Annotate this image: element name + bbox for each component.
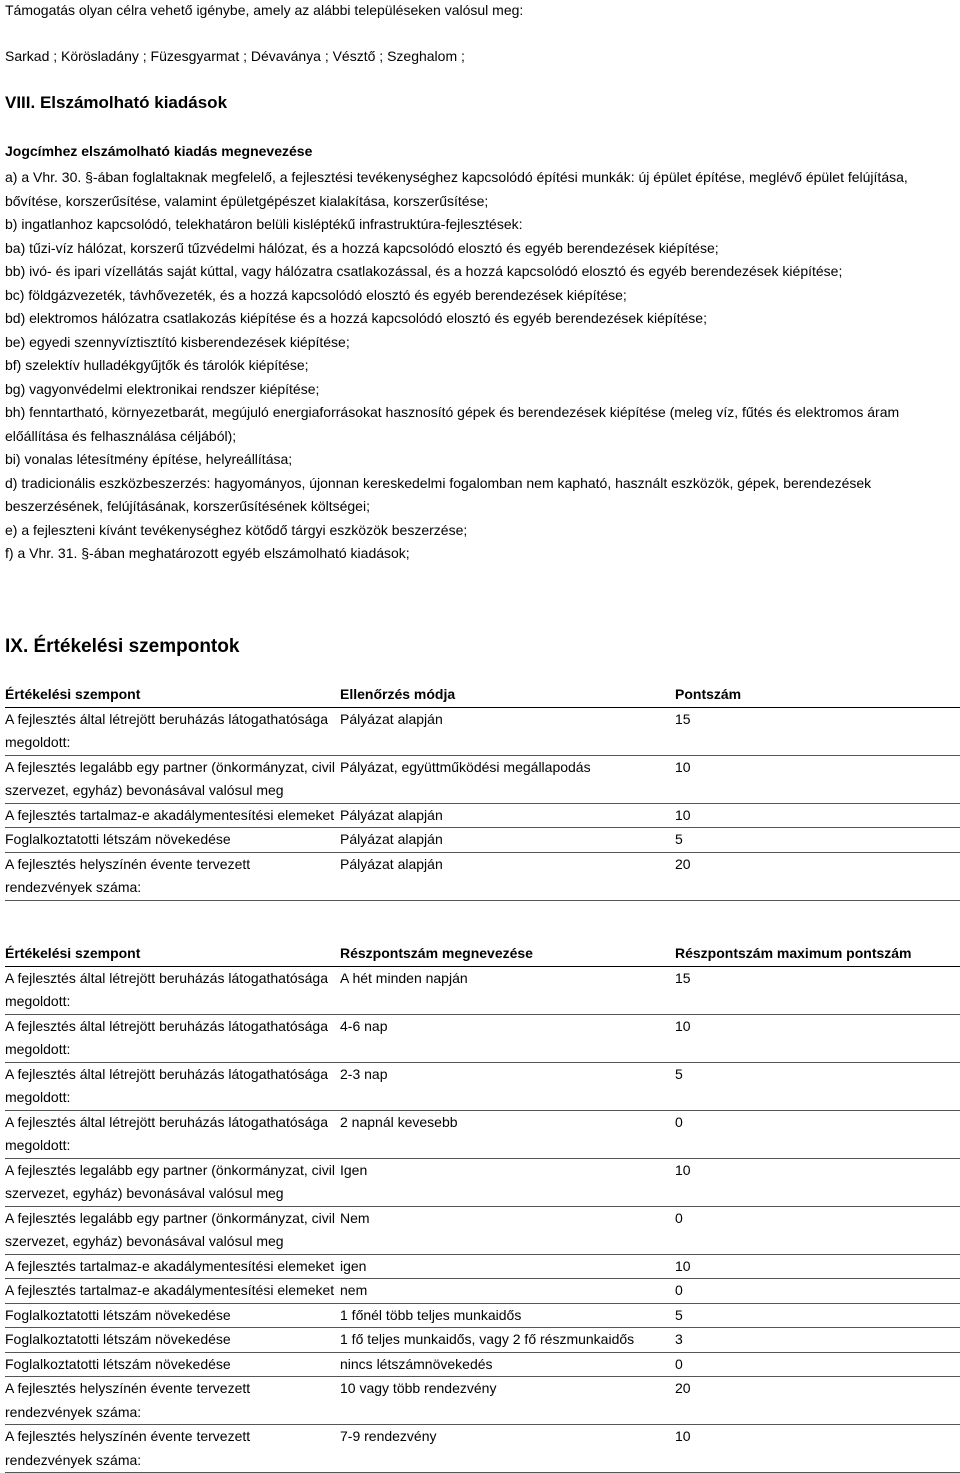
table-cell: 10 xyxy=(675,1425,960,1473)
column-header: Ellenőrzés módja xyxy=(340,683,675,707)
table-cell: Nem xyxy=(340,1206,675,1254)
table-row xyxy=(5,1254,960,1279)
section-8-subtitle: Jogcímhez elszámolható kiadás megnevezése xyxy=(5,143,313,159)
table-cell: Pályázat, együttműködési megállapodás xyxy=(340,755,675,803)
table-cell: Pályázat alapján xyxy=(340,852,675,900)
table-cell: 10 xyxy=(675,1158,960,1206)
table-row xyxy=(5,1110,960,1158)
table-cell: 10 xyxy=(675,1254,960,1279)
table-cell: 10 xyxy=(675,1014,960,1062)
table-cell: A fejlesztés által létrejött beruházás látogathatósága megoldott: xyxy=(5,1014,340,1062)
table-cell: 7-9 rendezvény xyxy=(340,1425,675,1473)
table-cell: A fejlesztés helyszínén évente tervezett rendezvények száma: xyxy=(5,1377,340,1425)
column-header: Értékelési szempont xyxy=(5,683,340,707)
table-row xyxy=(5,1303,960,1328)
table-cell: 0 xyxy=(675,1279,960,1304)
expense-item: e) a fejleszteni kívánt tevékenységhez kötődő tárgyi eszközök beszerzése; xyxy=(5,521,468,538)
table-row xyxy=(5,828,960,853)
table-cell: 5 xyxy=(675,1062,960,1110)
expense-list xyxy=(5,166,955,566)
table-header-row xyxy=(5,942,960,966)
table-row xyxy=(5,707,960,755)
column-header: Pontszám xyxy=(675,683,960,707)
table-row xyxy=(5,852,960,900)
table-cell: Pályázat alapján xyxy=(340,803,675,828)
table-cell: A fejlesztés által létrejött beruházás látogathatósága megoldott: xyxy=(5,966,340,1014)
table-row xyxy=(5,803,960,828)
settlements-line: Sarkad ; Körösladány ; Füzesgyarmat ; Dévaványa ; Vésztő ; Szeghalom ; xyxy=(5,48,465,64)
table-cell: 4-6 nap xyxy=(340,1014,675,1062)
expense-item: bi) vonalas létesítmény építése, helyreállítása; xyxy=(5,451,293,467)
expense-item: b) ingatlanhoz kapcsolódó, telekhatáron belüli kisléptékű infrastruktúra-fejlesztések: xyxy=(5,216,523,232)
table-cell: A fejlesztés legalább egy partner (önkormányzat, civil szervezet, egyház) bevonásával valósul meg xyxy=(5,755,340,803)
table-row xyxy=(5,1062,960,1110)
table-cell: A fejlesztés helyszínén évente tervezett rendezvények száma: xyxy=(5,1425,340,1473)
table-row xyxy=(5,1377,960,1425)
expense-item: bh) fenntartható, környezetbarát, megújuló energiaforrásokat hasznosító gépek és berendezések kiépítése (meleg víz, fűtés és elektromos áram előállítása és felhasználása céljából); xyxy=(5,404,900,444)
table-row xyxy=(5,1206,960,1254)
expense-item: be) egyedi szennyvíztisztító kisberendezések kiépítése; xyxy=(5,333,350,350)
table-cell: 15 xyxy=(675,966,960,1014)
table-row xyxy=(5,755,960,803)
column-header: Értékelési szempont xyxy=(5,942,340,966)
table-cell: Foglalkoztatotti létszám növekedése xyxy=(5,1352,340,1377)
table-row xyxy=(5,1328,960,1353)
table-cell: A fejlesztés tartalmaz-e akadálymentesítési elemeket xyxy=(5,803,340,828)
table-cell: 2 napnál kevesebb xyxy=(340,1110,675,1158)
expense-item: ba) tűzi-víz hálózat, korszerű tűzvédelmi hálózat, és a hozzá kapcsolódó elosztó és egyéb berendezések kiépítése; xyxy=(5,239,719,256)
table-cell: nincs létszámnövekedés xyxy=(340,1352,675,1377)
table-cell: 5 xyxy=(675,1303,960,1328)
table-cell: A fejlesztés által létrejött beruházás látogathatósága megoldott: xyxy=(5,707,340,755)
table-cell: 2-3 nap xyxy=(340,1062,675,1110)
expense-item: bf) szelektív hulladékgyűjtők és tárolók kiépítése; xyxy=(5,357,309,373)
expense-item: bd) elektromos hálózatra csatlakozás kiépítése és a hozzá kapcsolódó elosztó és egyéb berendezések kiépítése; xyxy=(5,310,707,326)
table-cell: 1 főnél több teljes munkaidős xyxy=(340,1303,675,1328)
table-cell: 10 xyxy=(675,803,960,828)
section-9-title: IX. Értékelési szempontok xyxy=(5,636,240,657)
column-header: Részpontszám megnevezése xyxy=(340,942,675,966)
expense-item: bg) vagyonvédelmi elektronikai rendszer kiépítése; xyxy=(5,380,320,397)
table-cell: A hét minden napján xyxy=(340,966,675,1014)
expense-item: a) a Vhr. 30. §-ában foglaltaknak megfelelő, a fejlesztési tevékenységhez kapcsolódó építési munkák: új épület építése, meglévő épület felújítása, bővítése, korszerűsítése, valamint épületgépészet kialakítása, korszerűsítése; xyxy=(5,169,908,209)
table-row xyxy=(5,1279,960,1304)
table-cell: 5 xyxy=(675,828,960,853)
table-cell: Foglalkoztatotti létszám növekedése xyxy=(5,1303,340,1328)
table-cell: 3 xyxy=(675,1328,960,1353)
table-cell: 20 xyxy=(675,1377,960,1425)
section-8-title: VIII. Elszámolható kiadások xyxy=(5,93,228,112)
table-cell: Foglalkoztatotti létszám növekedése xyxy=(5,1328,340,1353)
table-header-row xyxy=(5,683,960,707)
expense-item: bb) ivó- és ipari vízellátás saját kúttal, vagy hálózatra csatlakozással, és a hozzá kapcsolódó elosztó és egyéb berendezések kiépítése; xyxy=(5,263,843,279)
table-cell: A fejlesztés legalább egy partner (önkormányzat, civil szervezet, egyház) bevonásával valósul meg xyxy=(5,1158,340,1206)
table-cell: Pályázat alapján xyxy=(340,707,675,755)
table-cell: A fejlesztés helyszínén évente tervezett rendezvények száma: xyxy=(5,852,340,900)
table-cell: nem xyxy=(340,1279,675,1304)
table-cell: 0 xyxy=(675,1110,960,1158)
table-cell: 1 fő teljes munkaidős, vagy 2 fő részmunkaidős xyxy=(340,1328,675,1353)
table-row xyxy=(5,1425,960,1473)
expense-item: bc) földgázvezeték, távhővezeték, és a hozzá kapcsolódó elosztó és egyéb berendezések kiépítése; xyxy=(5,286,627,303)
evaluation-table xyxy=(5,683,960,901)
table-row xyxy=(5,966,960,1014)
table-cell: A fejlesztés által létrejött beruházás látogathatósága megoldott: xyxy=(5,1110,340,1158)
subscore-table xyxy=(5,942,960,1473)
table-cell: 10 xyxy=(675,755,960,803)
table-row xyxy=(5,1014,960,1062)
table-cell: Pályázat alapján xyxy=(340,828,675,853)
table-cell: 0 xyxy=(675,1352,960,1377)
table-cell: A fejlesztés tartalmaz-e akadálymentesítési elemeket xyxy=(5,1254,340,1279)
table-cell: A fejlesztés legalább egy partner (önkormányzat, civil szervezet, egyház) bevonásával valósul meg xyxy=(5,1206,340,1254)
table-row xyxy=(5,1352,960,1377)
expense-item: d) tradicionális eszközbeszerzés: hagyományos, újonnan kereskedelmi fogalomban nem kapható, használt eszközök, gépek, berendezések beszerzésének, felújításának, korszerűsítésének költségei; xyxy=(5,474,872,514)
table-row xyxy=(5,1158,960,1206)
table-cell: igen xyxy=(340,1254,675,1279)
column-header: Részpontszám maximum pontszám xyxy=(675,942,960,966)
table-cell: Igen xyxy=(340,1158,675,1206)
intro-line: Támogatás olyan célra vehető igénybe, amely az alábbi településeken valósul meg: xyxy=(5,2,524,18)
table-cell: 0 xyxy=(675,1206,960,1254)
table-cell: A fejlesztés által létrejött beruházás látogathatósága megoldott: xyxy=(5,1062,340,1110)
table-cell: Foglalkoztatotti létszám növekedése xyxy=(5,828,340,853)
expense-item: f) a Vhr. 31. §-ában meghatározott egyéb elszámolható kiadások; xyxy=(5,545,410,561)
table-cell: 15 xyxy=(675,707,960,755)
table-cell: 20 xyxy=(675,852,960,900)
table-cell: 10 vagy több rendezvény xyxy=(340,1377,675,1425)
table-cell: A fejlesztés tartalmaz-e akadálymentesítési elemeket xyxy=(5,1279,340,1304)
